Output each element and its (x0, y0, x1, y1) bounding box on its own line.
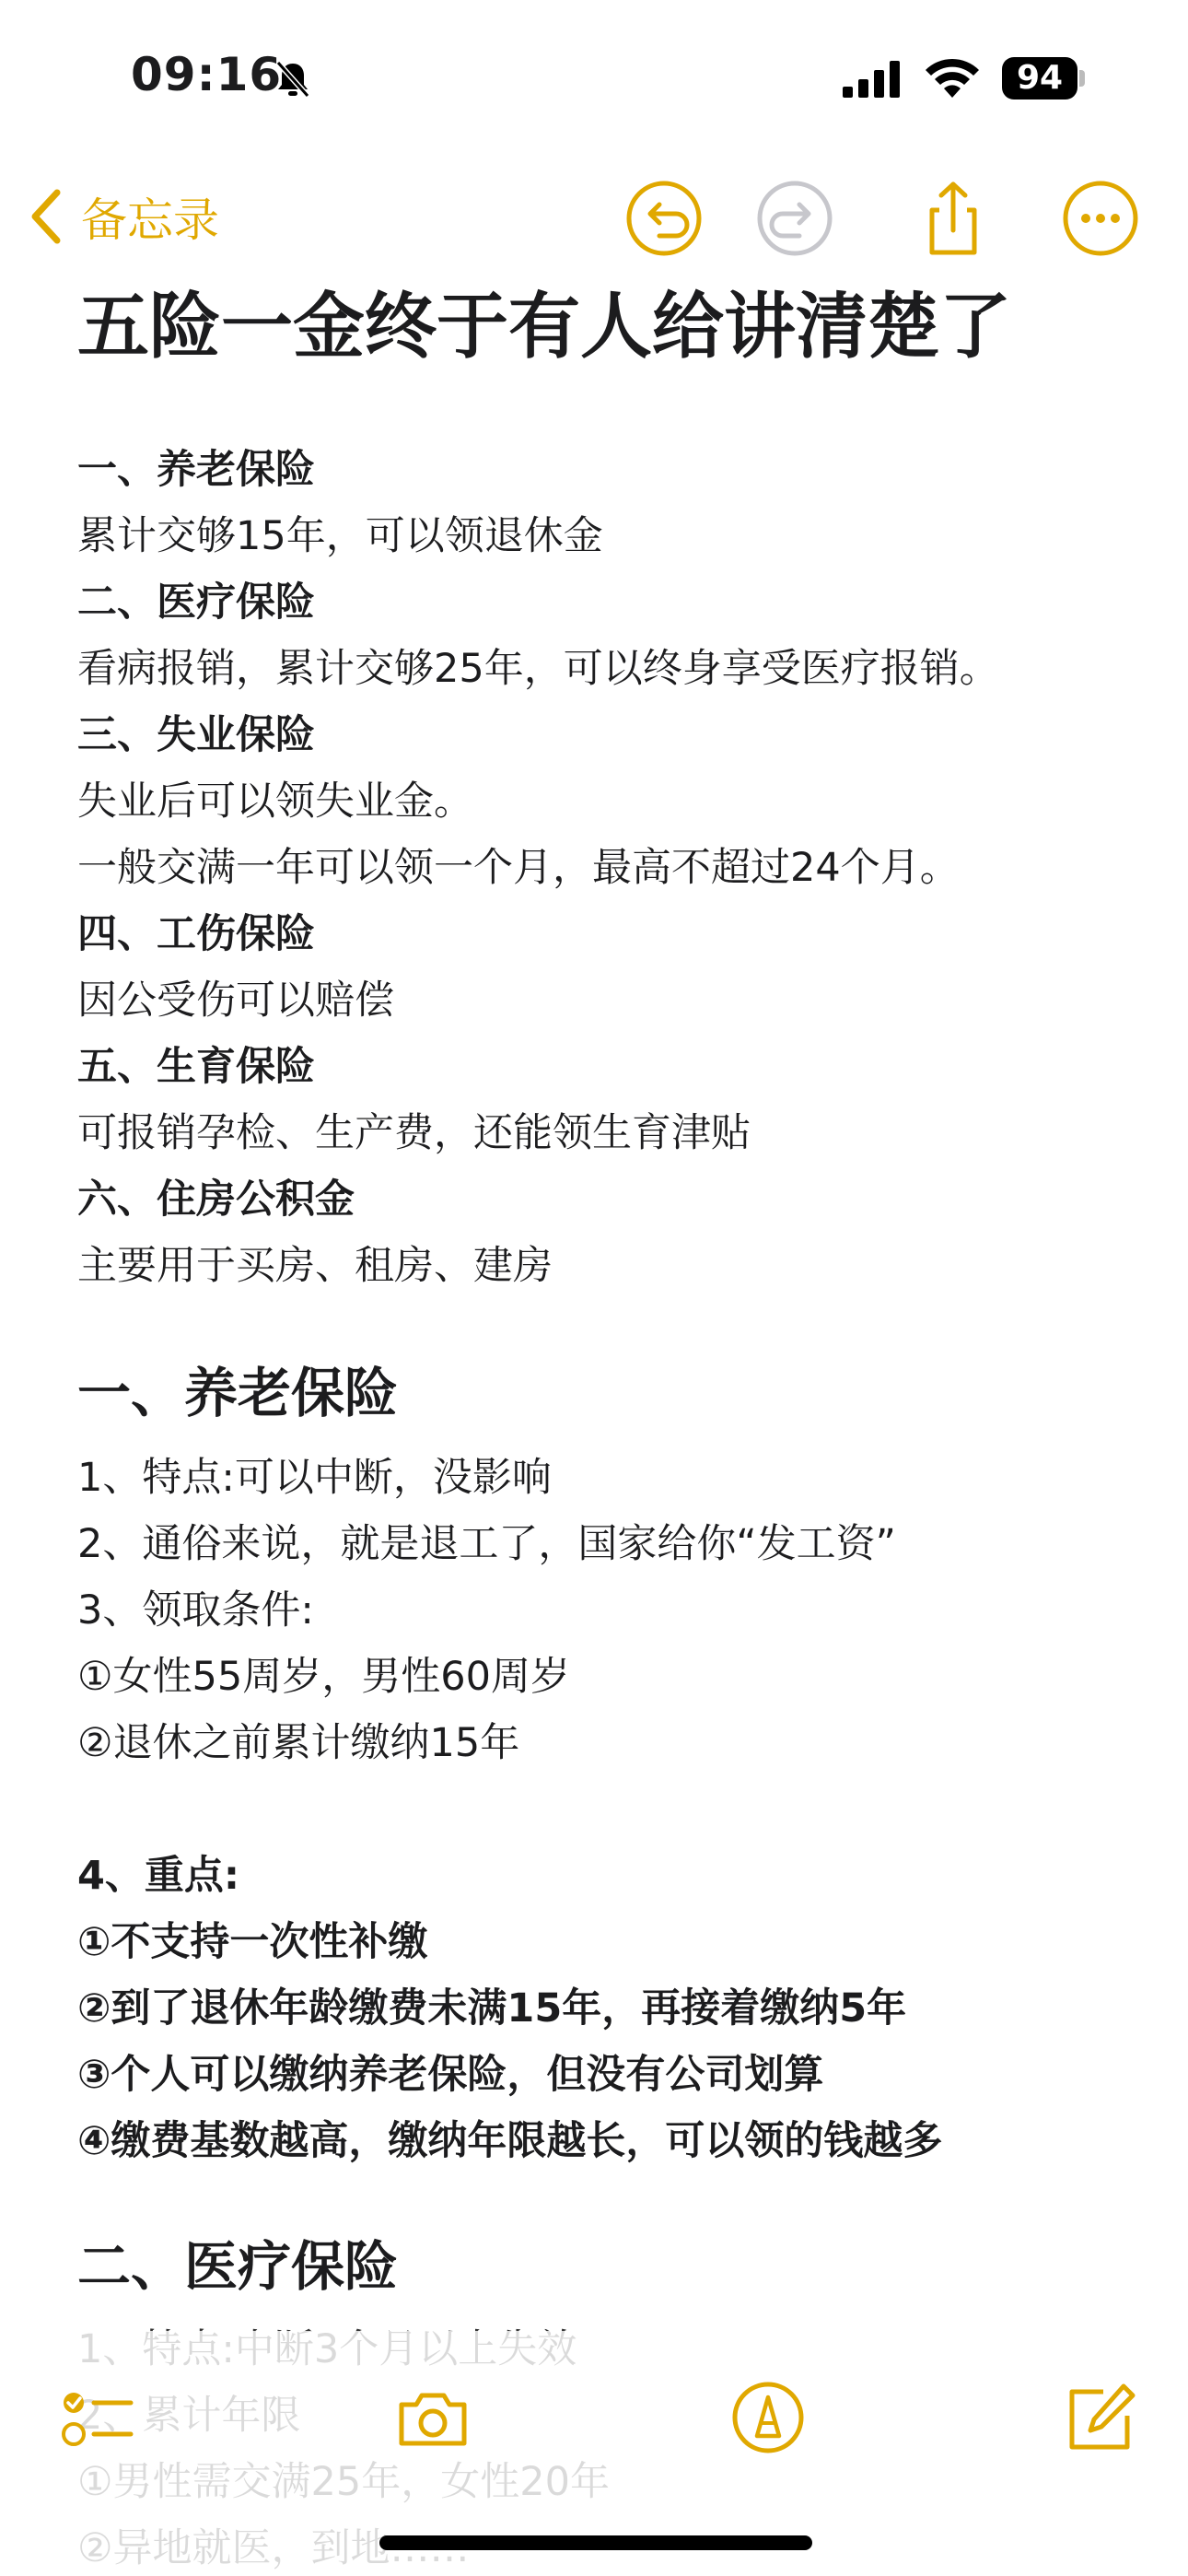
note-toolbar (0, 166, 1188, 267)
section-heading: 四、工伤保险 (77, 911, 315, 957)
battery-indicator: 94 (1002, 57, 1077, 100)
note-line: 1、特点:可以中断，没影响 (77, 1455, 552, 1501)
section-heading: 五、生育保险 (77, 1044, 315, 1090)
section-heading: 4、重点: (77, 1853, 240, 1899)
checklist-icon[interactable] (57, 2377, 138, 2458)
section-title: 一、养老保险 (77, 1362, 399, 1424)
camera-icon[interactable] (392, 2377, 473, 2458)
note-line: 3、领取条件: (77, 1587, 314, 1633)
home-indicator[interactable] (379, 2535, 812, 2550)
note-line: ①女性55周岁，男性60周岁 (77, 1654, 570, 1700)
section-heading: 二、医疗保险 (77, 580, 315, 626)
note-line-bold: ③个人可以缴纳养老保险，但没有公司划算 (77, 2052, 824, 2098)
section-heading: 一、养老保险 (77, 447, 315, 493)
note-line: 因公受伤可以赔偿 (77, 978, 394, 1024)
section-heading: 三、失业保险 (77, 712, 315, 758)
battery-tip (1079, 70, 1085, 87)
note-line: 失业后可以领失业金。 (77, 779, 473, 825)
note-line: 一般交满一年可以领一个月，最高不超过24个月。 (77, 845, 960, 891)
back-button[interactable] (28, 166, 219, 267)
bell-muted-icon (273, 59, 313, 100)
note-title: 五险一金终于有人给讲清楚了 (77, 286, 1012, 369)
note-line-bold: ①不支持一次性补缴 (77, 1919, 428, 1965)
redo-icon[interactable] (753, 177, 836, 260)
more-icon[interactable] (1059, 177, 1142, 260)
status-time: 09:16 (131, 48, 283, 101)
chevron-left-icon (28, 187, 64, 246)
note-line: 看病报销，累计交够25年，可以终身享受医疗报销。 (77, 646, 999, 692)
markup-pen-icon[interactable] (728, 2377, 809, 2458)
compose-icon[interactable] (1059, 2377, 1140, 2458)
status-bar (0, 0, 1188, 157)
section-heading: 六、住房公积金 (77, 1177, 355, 1223)
note-line: ②退休之前累计缴纳15年 (77, 1720, 520, 1766)
wifi-icon (924, 57, 981, 100)
share-icon[interactable] (912, 177, 995, 260)
note-line: 累计交够15年，可以领退休金 (77, 513, 603, 559)
cellular-signal-icon (843, 61, 900, 98)
note-line-bold: ②到了退休年龄缴费未满15年，再接着缴纳5年 (77, 1985, 907, 2032)
section-title: 二、医疗保险 (77, 2235, 399, 2298)
undo-icon[interactable] (623, 177, 705, 260)
note-line-bold: ④缴费基数越高，缴纳年限越长，可以领的钱越多 (77, 2118, 943, 2164)
note-line: 主要用于买房、租房、建房 (77, 1243, 553, 1289)
back-button-label: 备忘录 (81, 193, 219, 247)
note-line: 2、通俗来说，就是退工了，国家给你“发工资” (77, 1521, 896, 1567)
note-line: 可报销孕检、生产费，还能领生育津贴 (77, 1110, 751, 1156)
